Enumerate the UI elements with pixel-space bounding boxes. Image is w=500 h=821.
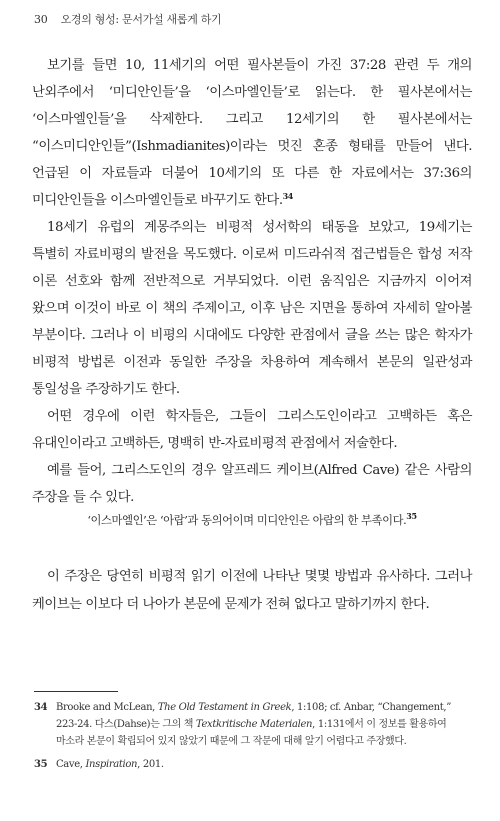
running-header [34, 11, 221, 27]
block-quote [32, 512, 472, 528]
footnote-34 [34, 699, 470, 750]
footnote-ref-34[interactable]: 34 [282, 191, 293, 201]
footnotes [34, 699, 470, 773]
footnote-35 [34, 756, 470, 773]
running-title: 오경의 형성: 문서가설 새롭게 하기 [60, 13, 222, 26]
paragraph-4: 예를 들어, 그리스도인의 경우 알프레드 케이브(Alfred Cave) 같은 사람의 주장을 들 수 있다. [32, 463, 472, 505]
page-number: 30 [34, 13, 48, 26]
paragraph-3: 어떤 경우에 이런 학자들은, 그들이 그리스도인이라고 고백하든 혹은 유대인이라고 고백하든, 명백히 반-자료비평적 관점에서 저술한다. [32, 409, 472, 451]
paragraph-5: 이 주장은 당연히 비평적 읽기 이전에 나타난 몇몇 방법과 유사하다. 그러나 케이브는 이보다 더 나아가 본문에 문제가 전혀 없다고 말하기까지 한다. [32, 569, 472, 612]
footnote-number: 34 [34, 702, 48, 713]
footnote-ref-35[interactable]: 35 [406, 511, 417, 521]
footnote-text: Brooke and McLean, The Old Testament in Greek, 1:108; cf. Anbar, “Changement,” 223-24. 다스(Dahse)는 그의 책 Textkritische Materialen, 1:131에서 이 정보를 활용하여 마소라 본문이 확립되어 있지 않았기 때문에 그 작문에 대해 알기 어렵다고 주장했다. [56, 702, 451, 747]
main-text-continued [32, 563, 472, 619]
footnote-text: Cave, Inspiration, 201. [56, 759, 164, 770]
paragraph-1: 보기를 들면 10, 11세기의 어떤 필사본들이 가진 37:28 관련 두 개의 난외주에서 ‘미디안인들’을 ‘이스마엘인들’로 읽는다. 한 필사본에서는 ‘이스마엘인들’을 삭제한다. 그리고 12세기의 한 필사본에서는 “이스미디안인들”(Ishmadianites)이라는 멋진 혼종 형태를 만들어 낸다. 언급된 이 자료들과 더불어 10세기의 또 다른 한 자료에서는 37:36의 미디안인들을 이스마엘인들로 바꾸기도 한다.$^{34}$ [32, 58, 472, 208]
paragraph-2: 18세기 유럽의 계몽주의는 비평적 성서학의 태동을 보았고, 19세기는 특별히 자료비평의 발전을 목도했다. 이로써 미드라쉬적 접근법들은 합성 저작 이론 선호와 함께 전반적으로 거부되었다. 이런 움직임은 지금까지 이어져 왔으며 이것이 바로 이 책의 주제이고, 이후 남은 지면을 통하여 자세히 알아볼 부분이다. 그러나 이 비평의 시대에도 다양한 관점에서 글을 쓰는 많은 학자가 비평적 방법론 이전과 동일한 주장을 차용하여 계속해서 본문의 일관성과 통일성을 주장하기도 한다. [32, 220, 472, 397]
footnote-number: 35 [34, 759, 48, 770]
footnote-divider [34, 691, 118, 692]
block-quote-text: ‘이스마엘인’은 ‘아랍’과 동의어이며 미디안인은 아랍의 한 부족이다. [87, 514, 407, 527]
main-text [32, 52, 472, 511]
